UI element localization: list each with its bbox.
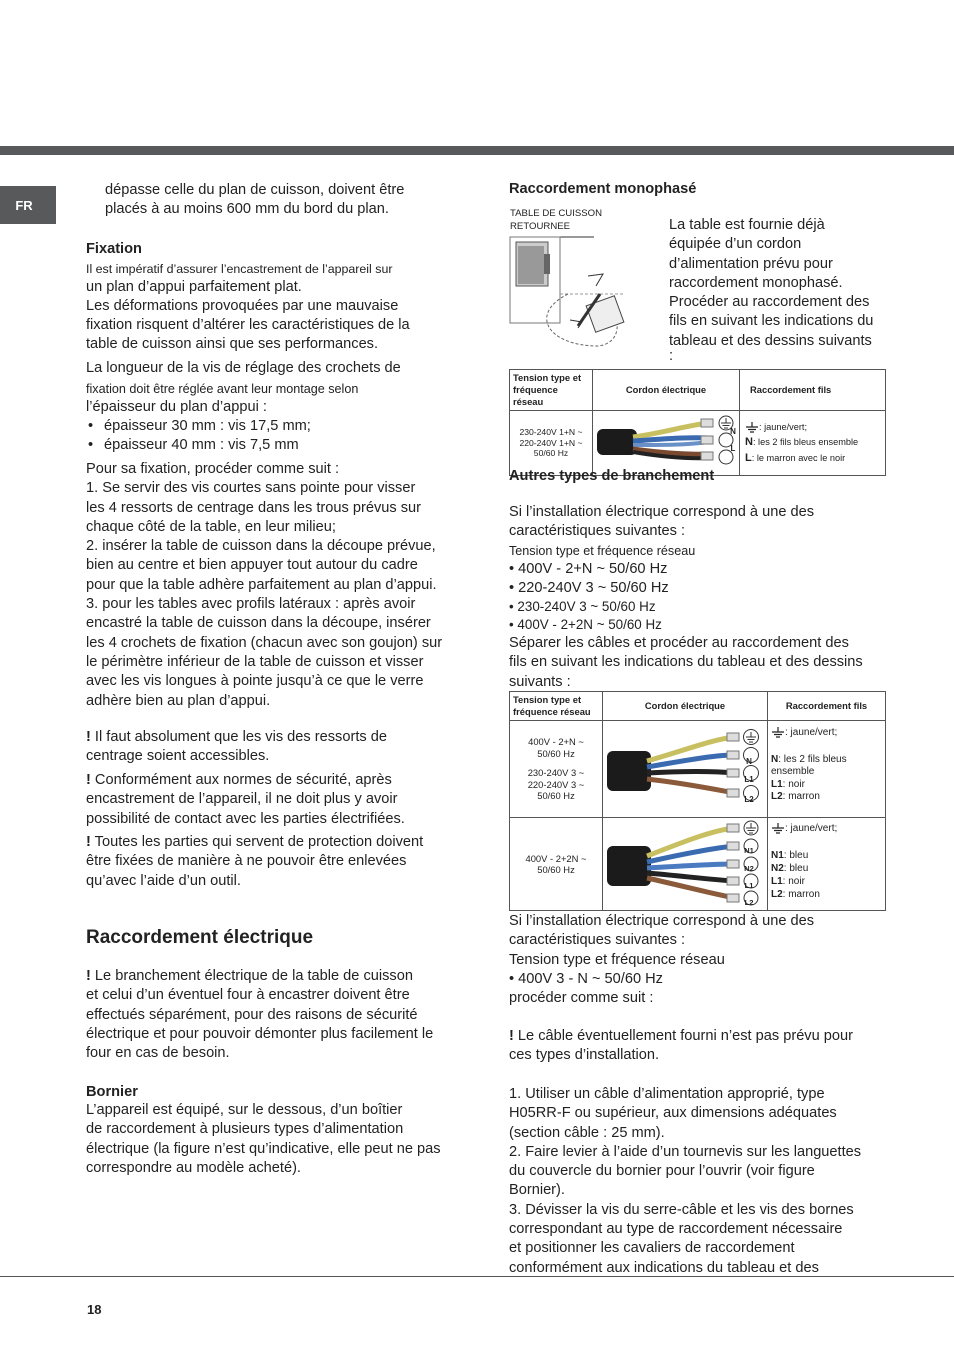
legend-ground xyxy=(771,727,882,740)
mono-line: d’alimentation prévu pour xyxy=(669,255,833,272)
fixation-heading: Fixation xyxy=(86,241,142,257)
multi-wiring-table xyxy=(509,691,886,911)
fix-list xyxy=(86,417,311,456)
proc-line: bien au centre et bien appuyer tout autour du cadre xyxy=(86,557,418,574)
legend-text: : jaune/vert; xyxy=(785,727,838,739)
other-list-item: • 400V - 2+2N ~ 50/60 Hz xyxy=(509,617,662,633)
legend-cell xyxy=(740,411,886,476)
warning-text: Le branchement électrique de la table de cuisson xyxy=(90,968,413,984)
after-line: procéder comme suit : xyxy=(509,990,654,1007)
terminal-label: N2 xyxy=(744,864,754,873)
legend-key: L1 xyxy=(771,876,783,887)
proc-line: avec les vis longues à pointe jusqu’à ce que le verre xyxy=(86,673,424,690)
voltage-line: 50/60 Hz xyxy=(537,864,575,875)
voltage-line: 220-240V 1+N ~ xyxy=(519,437,583,448)
header-bar xyxy=(0,146,954,155)
proc-line: pour que la table adhère parfaitement au plan d’appui. xyxy=(86,576,437,593)
step-line: du couvercle du bornier pour l’ouvrir (voir figure xyxy=(509,1163,815,1180)
legend-l xyxy=(745,451,882,467)
table-header: Raccordement fils xyxy=(740,370,886,411)
legend-text: : marron xyxy=(782,791,820,803)
legend-l2 xyxy=(771,791,882,804)
ground-icon xyxy=(771,823,785,834)
bornier-line: de raccordement à plusieurs types d’alimentation xyxy=(86,1121,404,1138)
legend-key: L xyxy=(745,451,752,464)
step-line: et positionner les cavaliers de raccordement xyxy=(509,1240,795,1257)
terminal-label: L2 xyxy=(744,898,754,907)
warning-mark: ! xyxy=(86,968,91,984)
language-label: FR xyxy=(15,198,33,213)
legend-n2 xyxy=(771,862,882,875)
other-heading: Autres types de branchement xyxy=(509,468,715,484)
proc-line: le périmètre inférieur de la table de cuisson et visser xyxy=(86,653,424,670)
table-header: Cordon électrique xyxy=(603,692,768,721)
warning-text: être fixées de manière à ne pouvoir être enlevées xyxy=(86,853,407,870)
warning-text: Toutes les parties qui servent de protection doivent xyxy=(90,834,424,850)
legend-key: N1 xyxy=(771,850,784,861)
table-header: Tension type et fréquence réseau xyxy=(510,692,603,721)
language-tab xyxy=(0,186,56,224)
warning-mark: ! xyxy=(86,729,91,745)
warning-text: électrique et pour pouvoir démonter plus facilement le xyxy=(86,1025,434,1042)
steps-text xyxy=(509,1085,893,1278)
mono-line: raccordement monophasé. xyxy=(669,274,843,291)
mono-line: équipée d’un cordon xyxy=(669,236,802,253)
cord-cell xyxy=(593,411,740,476)
hob-diagram-icon xyxy=(508,234,628,352)
warning-text: et celui d’un éventuel four à encastrer doivent être xyxy=(86,987,410,1004)
legend-key: L2 xyxy=(771,791,783,803)
legend-n xyxy=(745,435,882,451)
list-item: • épaisseur 40 mm : vis 7,5 mm xyxy=(86,436,311,455)
proc-line: 1. Se servir des vis courtes sans pointe pour visser xyxy=(86,480,416,497)
page-number: 18 xyxy=(87,1302,102,1317)
warning-text: Il faut absolument que les vis des ressorts de xyxy=(90,729,387,745)
legend-l2 xyxy=(771,888,882,901)
mono-text xyxy=(669,216,889,365)
legend-text: : bleu xyxy=(783,863,809,874)
voltage-line: 400V - 2+N ~ xyxy=(528,736,584,748)
legend-key: L2 xyxy=(771,889,783,900)
separate-line: fils en suivant les indications du tableau et des dessins xyxy=(509,654,863,671)
voltage-line: 50/60 Hz xyxy=(537,790,575,802)
voltage-line: 50/60 Hz xyxy=(537,747,575,759)
table-header: Tension type et fréquence réseau xyxy=(510,370,593,411)
terminal-label: L xyxy=(730,444,736,453)
mono-line: : xyxy=(669,348,674,365)
fix-p1-line-1: Il est impératif d’assurer l’encastrement de l’appareil sur xyxy=(86,262,393,276)
intro-line-1: dépasse celle du plan de cuisson, doivent être xyxy=(105,182,405,198)
voltage-cell xyxy=(510,818,603,911)
legend-n xyxy=(771,754,882,779)
voltage-line: 400V - 2+2N ~ xyxy=(525,852,587,864)
legend-key: N2 xyxy=(771,863,784,874)
voltage-cell xyxy=(510,411,593,476)
warning-text: centrage soient accessibles. xyxy=(86,748,270,765)
procedure-block xyxy=(86,460,468,711)
legend-text: : jaune/vert; xyxy=(759,421,808,432)
proc-line: 2. insérer la table de cuisson dans la découpe prévue, xyxy=(86,538,436,555)
legend-text: : le marron avec le noir xyxy=(751,452,846,463)
proc-line: les 4 crochets de fixation (chacun avec son goujon) sur xyxy=(86,634,443,651)
voltage-line: 230-240V 1+N ~ xyxy=(519,427,583,438)
warning-text: qu’avec l’aide d’un outil. xyxy=(86,872,241,889)
mono-line: fils en suivant les indications du xyxy=(669,313,874,330)
terminal-label: L2 xyxy=(744,795,754,804)
other-list-item: • 230-240V 3 ~ 50/60 Hz xyxy=(509,599,656,615)
warning-text: Le câble éventuellement fourni n’est pas prévu pour xyxy=(513,1028,853,1044)
footer-rule xyxy=(0,1276,954,1277)
step-line: H05RR-F ou supérieur, aux dimensions adéquates xyxy=(509,1105,837,1122)
proc-line: chaque côté de la table, en leur milieu; xyxy=(86,518,336,535)
other-intro-line: Si l’installation électrique correspond à une des xyxy=(509,504,815,520)
ground-icon xyxy=(745,422,759,433)
step-line: 1. Utiliser un câble d’alimentation approprié, type xyxy=(509,1086,825,1102)
fix-p2-line-1: Les déformations provoquées par une mauvaise xyxy=(86,298,399,314)
step-line: 3. Dévisser la vis du serre-câble et les vis des bornes xyxy=(509,1201,854,1218)
table-header: Raccordement fils xyxy=(768,692,886,721)
other-intro-line: caractéristiques suivantes : xyxy=(509,523,686,540)
fix-p3-line-1: La longueur de la vis de réglage des crochets de xyxy=(86,360,401,376)
legend-text: : marron xyxy=(782,889,820,900)
after-line: Si l’installation électrique correspond à une des xyxy=(509,913,815,929)
warning-text: encastrement de l’appareil, il ne doit plus y avoir xyxy=(86,791,398,808)
legend-text: : jaune/vert; xyxy=(785,823,838,834)
proc-line: encastré la table de cuisson dans la découpe, insérer xyxy=(86,615,431,632)
list-item: • épaisseur 30 mm : vis 17,5 mm; xyxy=(86,417,311,436)
figure-caption-line-1: TABLE DE CUISSON xyxy=(510,208,603,219)
step-line: 2. Faire levier à l’aide d’un tournevis sur les languettes xyxy=(509,1143,862,1160)
legend-cell xyxy=(768,721,886,818)
tension-label: Tension type et fréquence réseau xyxy=(509,543,696,558)
ground-icon xyxy=(771,727,785,738)
section-title: Raccordement électrique xyxy=(86,927,314,948)
fix-p3-line-2: fixation doit être réglée avant leur montage selon xyxy=(86,382,359,396)
fix-p2-line-3: table de cuisson ainsi que ses performances. xyxy=(86,336,379,352)
fix-p1-line-2: un plan d’appui parfaitement plat. xyxy=(86,279,302,295)
warning-5 xyxy=(509,1027,891,1066)
warning-text: four en cas de besoin. xyxy=(86,1045,230,1062)
other-list-item: • 220-240V 3 ~ 50/60 Hz xyxy=(509,579,669,596)
mono-wiring-table xyxy=(509,369,886,476)
proc-line: 3. pour les tables avec profils latéraux : après avoir xyxy=(86,596,416,613)
legend-n1 xyxy=(771,849,882,862)
separate-line: Séparer les câbles et procéder au raccordement des xyxy=(509,635,849,652)
warning-2 xyxy=(86,771,468,829)
fix-p2-line-2: fixation risquent d’altérer les caractéristiques de la xyxy=(86,317,410,333)
legend-cell xyxy=(768,818,886,911)
bornier-line: correspondre au modèle acheté). xyxy=(86,1159,301,1176)
voltage-line: 230-240V 3 ~ xyxy=(527,767,585,779)
figure-caption-line-2: RETOURNEE xyxy=(510,221,571,232)
bornier-text xyxy=(86,1101,468,1178)
voltage-line: 220-240V 3 ~ xyxy=(527,778,585,790)
step-line: conformément aux indications du tableau et des xyxy=(509,1259,819,1276)
proc-line: adhère bien au plan d’appui. xyxy=(86,692,271,709)
step-line: correspondant au type de raccordement nécessaire xyxy=(509,1221,843,1238)
warning-text: effectués séparément, pour des raisons de sécurité xyxy=(86,1006,418,1023)
bornier-line: électrique (la figure n’est qu’indicative, elle peut ne pas xyxy=(86,1140,441,1157)
mono-line: tableau et des dessins suivants xyxy=(669,332,872,349)
mono-line: Procéder au raccordement des xyxy=(669,294,870,311)
legend-text: : noir xyxy=(782,778,805,790)
table-header: Cordon électrique xyxy=(593,370,740,411)
terminal-label: L1 xyxy=(744,775,754,784)
bornier-heading: Bornier xyxy=(86,1084,138,1100)
after-line: Tension type et fréquence réseau xyxy=(509,951,725,968)
bornier-line: L’appareil est équipé, sur le dessous, d’un boîtier xyxy=(86,1102,403,1118)
warning-4 xyxy=(86,967,468,1063)
other-intro xyxy=(509,503,889,692)
after-line: • 400V 3 - N ~ 50/60 Hz xyxy=(509,970,663,987)
mono-line: La table est fournie déjà xyxy=(669,217,825,233)
single-phase-cord-icon xyxy=(593,411,739,471)
fix-p3-line-3: l’épaisseur du plan d’appui : xyxy=(86,399,267,415)
legend-text: : les 2 fils bleus ensemble xyxy=(771,753,847,778)
warning-3 xyxy=(86,833,468,891)
step-line: Bornier). xyxy=(509,1182,565,1199)
after-line: caractéristiques suivantes : xyxy=(509,932,686,949)
legend-l1 xyxy=(771,779,882,792)
voltage-line: 50/60 Hz xyxy=(533,448,569,459)
legend-ground xyxy=(771,822,882,835)
warning-text: possibilité de contact avec les parties électrifiées. xyxy=(86,810,405,827)
legend-text: : bleu xyxy=(783,850,809,861)
terminal-label: N xyxy=(730,427,736,436)
terminal-label: L1 xyxy=(744,881,754,890)
proc-line: les 4 ressorts de centrage dans les trous prévus sur xyxy=(86,499,422,516)
legend-text: : les 2 fils bleus ensemble xyxy=(752,437,859,448)
voltage-cell xyxy=(510,721,603,818)
after-text xyxy=(509,912,891,1008)
warning-1 xyxy=(86,728,468,767)
terminal-label: N xyxy=(746,757,752,766)
warning-mark: ! xyxy=(86,834,91,850)
step-line: (section câble : 25 mm). xyxy=(509,1124,665,1141)
warning-text: Conformément aux normes de sécurité, après xyxy=(90,772,392,788)
legend-key: L1 xyxy=(771,778,783,790)
legend-key: N xyxy=(745,436,753,449)
proc-line: Pour sa fixation, procéder comme suit : xyxy=(86,461,340,477)
separate-line: suivants : xyxy=(509,673,571,690)
warning-mark: ! xyxy=(509,1028,514,1044)
mono-heading: Raccordement monophasé xyxy=(509,181,697,197)
terminal-label: N1 xyxy=(744,846,754,855)
legend-text: : noir xyxy=(782,876,805,887)
warning-text: ces types d’installation. xyxy=(509,1047,660,1064)
warning-mark: ! xyxy=(86,772,91,788)
legend-key: N xyxy=(771,753,779,765)
intro-line-2: placés à au moins 600 mm du bord du plan. xyxy=(105,201,389,217)
other-list-item: • 400V - 2+N ~ 50/60 Hz xyxy=(509,560,668,577)
legend-ground xyxy=(745,420,882,436)
legend-l1 xyxy=(771,875,882,888)
